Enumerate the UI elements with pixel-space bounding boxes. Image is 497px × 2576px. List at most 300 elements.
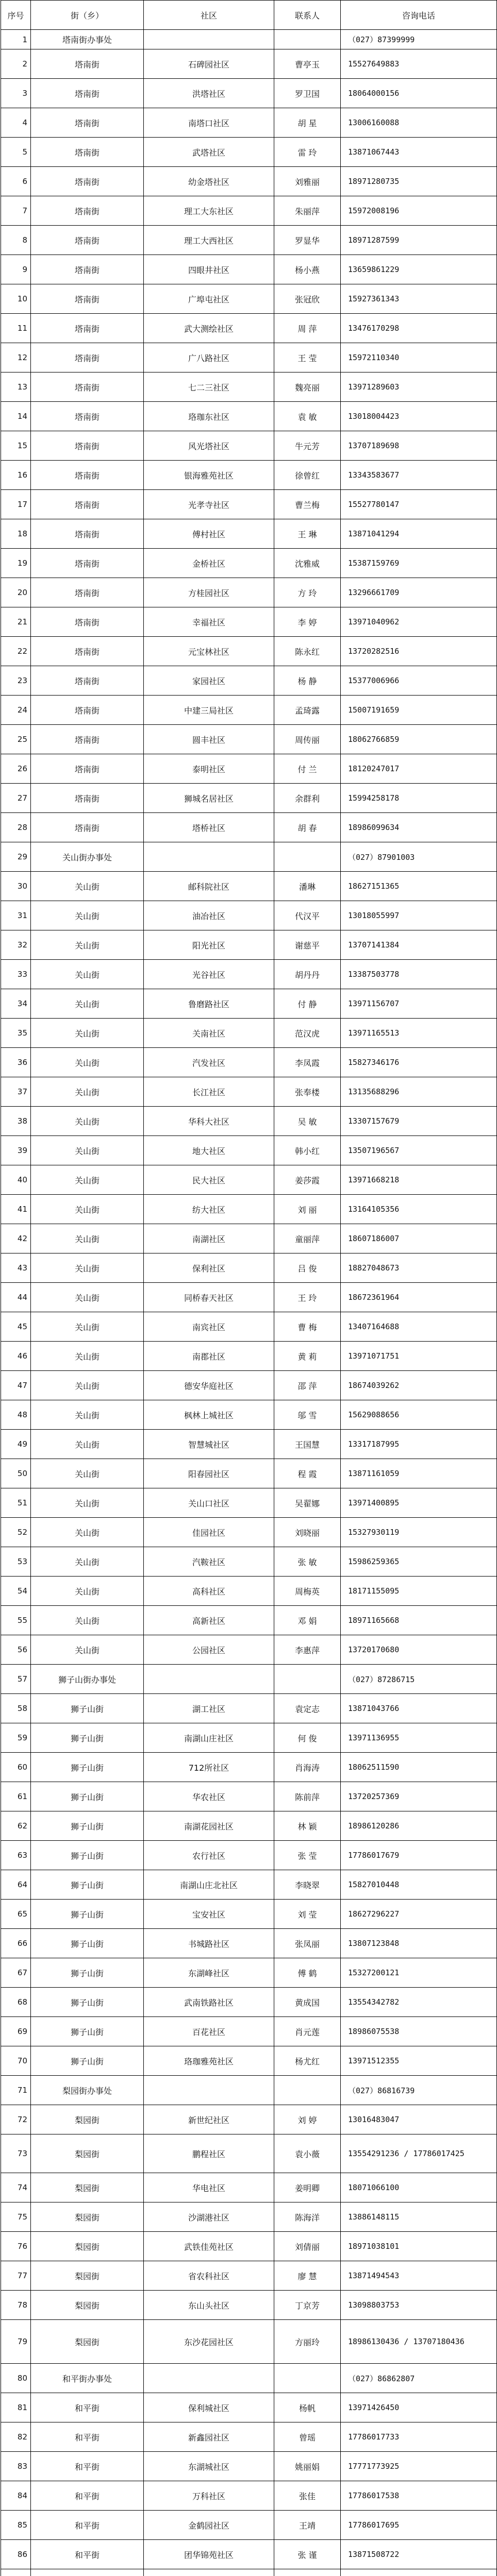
table-row [1, 1253, 497, 1283]
phone-number: （027）87399999 [341, 30, 497, 49]
contact-person: 刘晓丽 [274, 1518, 341, 1547]
phone-number: 13317187995 [341, 1430, 497, 1459]
row-number: 21 [1, 607, 31, 637]
table-row [1, 2393, 497, 2422]
community-name: 汽鞍社区 [144, 1547, 274, 1577]
phone-number: 13707141384 [341, 930, 497, 960]
community-name: 万科社区 [144, 2481, 274, 2511]
contact-person: 傅 鹤 [274, 1958, 341, 1988]
table-row [1, 989, 497, 1019]
table-row [1, 1988, 497, 2017]
table-row [1, 30, 497, 49]
contact-person: 沈雅威 [274, 549, 341, 578]
phone-number: 13720257369 [341, 1782, 497, 1811]
row-number: 44 [1, 1283, 31, 1312]
community-name: 沙湖港社区 [144, 2202, 274, 2232]
table-row [1, 1165, 497, 1195]
phone-number: 13016483047 [341, 2105, 497, 2134]
contact-person: 吴 敏 [274, 1107, 341, 1136]
street-name: 关山街 [31, 1606, 144, 1635]
contact-person: 胡 春 [274, 813, 341, 842]
phone-number [341, 2569, 497, 2576]
contact-person: 袁 敏 [274, 402, 341, 431]
contact-person: 曹兰梅 [274, 490, 341, 519]
table-row [1, 167, 497, 196]
phone-number: 13018055997 [341, 901, 497, 930]
table-row [1, 196, 497, 226]
row-number: 64 [1, 1870, 31, 1900]
table-row [1, 1694, 497, 1723]
row-number: 45 [1, 1312, 31, 1342]
row-number: 80 [1, 2364, 31, 2393]
contact-person: 刘 婷 [274, 2105, 341, 2134]
header-contact: 联系人 [274, 1, 341, 30]
street-name: 塔南街 [31, 284, 144, 314]
contact-person: 雷 玲 [274, 138, 341, 167]
phone-number: 13971289603 [341, 372, 497, 402]
contact-person: 黄成国 [274, 1988, 341, 2017]
community-name: 南湖社区 [144, 1224, 274, 1253]
community-name: 四眼井社区 [144, 255, 274, 284]
table-row [1, 813, 497, 842]
row-number: 51 [1, 1488, 31, 1518]
contact-person [274, 2364, 341, 2393]
street-name: 塔南街 [31, 754, 144, 784]
row-number: 13 [1, 372, 31, 402]
row-number: 18 [1, 519, 31, 549]
community-name [144, 2076, 274, 2105]
contact-person: 李惠萍 [274, 1635, 341, 1665]
phone-number: 13554291236 / 17786017425 [341, 2134, 497, 2173]
street-name: 塔南街 [31, 49, 144, 79]
street-name: 塔南街 [31, 79, 144, 108]
table-row [1, 842, 497, 872]
community-name: 圆丰社区 [144, 725, 274, 754]
contact-person: 李晓翠 [274, 1870, 341, 1900]
phone-number: 13164105356 [341, 1195, 497, 1224]
phone-number: 18120247017 [341, 754, 497, 784]
table-row [1, 1019, 497, 1048]
phone-number: 18971165668 [341, 1606, 497, 1635]
row-number: 29 [1, 842, 31, 872]
table-row [1, 1606, 497, 1635]
street-name: 关山街 [31, 1371, 144, 1400]
street-name: 梨园街 [31, 2173, 144, 2202]
table-row [1, 1929, 497, 1958]
street-name: 关山街 [31, 1253, 144, 1283]
row-number: 4 [1, 108, 31, 138]
row-number: 73 [1, 2134, 31, 2173]
street-name: 和平街办事处 [31, 2364, 144, 2393]
community-name: 东湖峰社区 [144, 1958, 274, 1988]
phone-number: （027）86862807 [341, 2364, 497, 2393]
community-name: 新鑫园社区 [144, 2422, 274, 2452]
phone-number: 13098803753 [341, 2291, 497, 2320]
contact-person [274, 2569, 341, 2576]
phone-number: 13018004423 [341, 402, 497, 431]
contact-person: 杨尤红 [274, 2046, 341, 2076]
community-name: 广八路社区 [144, 343, 274, 372]
contact-person: 王国慧 [274, 1430, 341, 1459]
contact-person: 刘 丽 [274, 1195, 341, 1224]
street-name: 关山街 [31, 1518, 144, 1547]
row-number: 66 [1, 1929, 31, 1958]
community-name: 枫林上城社区 [144, 1400, 274, 1430]
contact-person: 邓 娟 [274, 1606, 341, 1635]
contact-person: 胡丹丹 [274, 960, 341, 989]
row-number: 52 [1, 1518, 31, 1547]
community-name: 南宾社区 [144, 1312, 274, 1342]
community-name: 鲁磨路社区 [144, 989, 274, 1019]
phone-number: 13871494543 [341, 2261, 497, 2291]
contact-person: 吴翟娜 [274, 1488, 341, 1518]
community-name: 中建三局社区 [144, 696, 274, 725]
table-row [1, 226, 497, 255]
street-name: 塔南街 [31, 196, 144, 226]
phone-number: 13707189698 [341, 431, 497, 461]
row-number: 16 [1, 461, 31, 490]
row-number: 77 [1, 2261, 31, 2291]
contact-person: 姚丽娟 [274, 2452, 341, 2481]
phone-number: 18971287599 [341, 226, 497, 255]
row-number: 8 [1, 226, 31, 255]
street-name: 塔南街 [31, 784, 144, 813]
community-name: 省农科社区 [144, 2261, 274, 2291]
row-number: 38 [1, 1107, 31, 1136]
community-name: 新世纪社区 [144, 2105, 274, 2134]
table-row [1, 431, 497, 461]
community-name: 东沙花园社区 [144, 2320, 274, 2364]
table-row [1, 1958, 497, 1988]
contact-table [1, 0, 497, 2576]
table-row [1, 960, 497, 989]
row-number: 1 [1, 30, 31, 49]
phone-number: 18672361964 [341, 1283, 497, 1312]
community-name: 鹏程社区 [144, 2134, 274, 2173]
row-number: 48 [1, 1400, 31, 1430]
phone-number: 13554342782 [341, 1988, 497, 2017]
street-name: 狮子山街 [31, 1811, 144, 1841]
table-row [1, 1136, 497, 1165]
phone-number: 13296661709 [341, 578, 497, 607]
street-name: 狮子山街 [31, 1870, 144, 1900]
table-row [1, 284, 497, 314]
contact-person: 杨 静 [274, 666, 341, 696]
street-name: 狮子山街 [31, 1929, 144, 1958]
contact-person: 袁定志 [274, 1694, 341, 1723]
street-name: 梨园街办事处 [31, 2076, 144, 2105]
community-name [144, 1665, 274, 1694]
contact-person: 张佳 [274, 2481, 341, 2511]
row-number: 50 [1, 1459, 31, 1488]
phone-number: 13971426450 [341, 2393, 497, 2422]
table-row [1, 1900, 497, 1929]
phone-number: 18986099634 [341, 813, 497, 842]
header-phone: 咨询电话 [341, 1, 497, 30]
community-name: 高科社区 [144, 1577, 274, 1606]
phone-number: 13971156707 [341, 989, 497, 1019]
community-name: 南湖山庄社区 [144, 1723, 274, 1753]
contact-person: 韩小红 [274, 1136, 341, 1165]
table-row [1, 1547, 497, 1577]
street-name: 狮子山街 [31, 1900, 144, 1929]
street-name: 塔南街 [31, 549, 144, 578]
community-name: 关山口社区 [144, 1488, 274, 1518]
row-number: 22 [1, 637, 31, 666]
contact-person [274, 2076, 341, 2105]
contact-person: 刘倩丽 [274, 2232, 341, 2261]
row-number: 26 [1, 754, 31, 784]
contact-person: 程 霞 [274, 1459, 341, 1488]
contact-person: 王 玲 [274, 1283, 341, 1312]
community-name: 南湖山庄北社区 [144, 1870, 274, 1900]
row-number: 58 [1, 1694, 31, 1723]
street-name: 梨园街 [31, 2134, 144, 2173]
row-number: 65 [1, 1900, 31, 1929]
phone-number: 13886148115 [341, 2202, 497, 2232]
row-number: 53 [1, 1547, 31, 1577]
contact-person: 王 莹 [274, 343, 341, 372]
row-number: 10 [1, 284, 31, 314]
table-row [1, 754, 497, 784]
street-name: 关山街 [31, 1430, 144, 1459]
phone-number: 13971512355 [341, 2046, 497, 2076]
community-name: 光谷社区 [144, 960, 274, 989]
contact-person: 付 静 [274, 989, 341, 1019]
contact-person: 胡 星 [274, 108, 341, 138]
phone-number: 18627151365 [341, 872, 497, 901]
street-name: 塔南街 [31, 578, 144, 607]
street-name: 关山街 [31, 1019, 144, 1048]
phone-number: 18674039262 [341, 1371, 497, 1400]
row-number: 74 [1, 2173, 31, 2202]
phone-number: 15527649883 [341, 49, 497, 79]
community-name: 湖工社区 [144, 1694, 274, 1723]
table-row [1, 607, 497, 637]
contact-person: 张冠欣 [274, 284, 341, 314]
table-row [1, 1665, 497, 1694]
phone-number: 18064000156 [341, 79, 497, 108]
row-number: 47 [1, 1371, 31, 1400]
row-number: 14 [1, 402, 31, 431]
community-name: 七二三社区 [144, 372, 274, 402]
street-name: 塔南街 [31, 402, 144, 431]
contact-person: 陈永红 [274, 637, 341, 666]
contact-person: 刘雅丽 [274, 167, 341, 196]
phone-number: 13720170680 [341, 1635, 497, 1665]
community-name [144, 2569, 274, 2576]
table-row [1, 490, 497, 519]
table-row [1, 2320, 497, 2364]
row-number: 31 [1, 901, 31, 930]
street-name: 和平街 [31, 2393, 144, 2422]
contact-person: 陈前萍 [274, 1782, 341, 1811]
row-number: 86 [1, 2540, 31, 2569]
row-number: 56 [1, 1635, 31, 1665]
community-name: 金桥社区 [144, 549, 274, 578]
community-name: 纺大社区 [144, 1195, 274, 1224]
table-row [1, 1459, 497, 1488]
table-row [1, 637, 497, 666]
phone-number: 15986259365 [341, 1547, 497, 1577]
phone-number: 15827010448 [341, 1870, 497, 1900]
row-number: 61 [1, 1782, 31, 1811]
community-name: 华电社区 [144, 2173, 274, 2202]
phone-number: 18607186007 [341, 1224, 497, 1253]
table-body [1, 30, 497, 2576]
table-row [1, 2202, 497, 2232]
row-number: 71 [1, 2076, 31, 2105]
community-name: 珞珈雅苑社区 [144, 2046, 274, 2076]
community-name: 农行社区 [144, 1841, 274, 1870]
row-number: 43 [1, 1253, 31, 1283]
table-row [1, 1488, 497, 1518]
community-name: 阳光社区 [144, 930, 274, 960]
community-name: 武南铁路社区 [144, 1988, 274, 2017]
street-name: 关山街 [31, 1195, 144, 1224]
row-number: 84 [1, 2481, 31, 2511]
phone-number: 15387159769 [341, 549, 497, 578]
row-number: 15 [1, 431, 31, 461]
table-row [1, 1048, 497, 1077]
phone-number: 17786017733 [341, 2422, 497, 2452]
street-name: 狮子山街 [31, 1723, 144, 1753]
table-row [1, 666, 497, 696]
community-name: 家园社区 [144, 666, 274, 696]
row-number: 25 [1, 725, 31, 754]
community-name: 公园社区 [144, 1635, 274, 1665]
street-name: 和平街 [31, 2511, 144, 2540]
row-number: 33 [1, 960, 31, 989]
community-name: 武塔社区 [144, 138, 274, 167]
table-row [1, 1870, 497, 1900]
contact-person: 罗卫国 [274, 79, 341, 108]
table-row [1, 549, 497, 578]
row-number: 62 [1, 1811, 31, 1841]
header-no: 序号 [1, 1, 31, 30]
contact-person: 罗显华 [274, 226, 341, 255]
table-row [1, 1195, 497, 1224]
row-number: 83 [1, 2452, 31, 2481]
phone-number: 13871161059 [341, 1459, 497, 1488]
row-number: 17 [1, 490, 31, 519]
row-number: 2 [1, 49, 31, 79]
phone-number: 13871508722 [341, 2540, 497, 2569]
community-name: 宝安社区 [144, 1900, 274, 1929]
community-name: 团华锦苑社区 [144, 2540, 274, 2569]
community-name: 石碑园社区 [144, 49, 274, 79]
phone-number: 18827048673 [341, 1253, 497, 1283]
phone-number: 13971136955 [341, 1723, 497, 1753]
header-community: 社区 [144, 1, 274, 30]
street-name: 关山街 [31, 1107, 144, 1136]
row-number: 41 [1, 1195, 31, 1224]
phone-number: 17786017679 [341, 1841, 497, 1870]
row-number: 42 [1, 1224, 31, 1253]
street-name: 狮子山街 [31, 1988, 144, 2017]
table-row [1, 2452, 497, 2481]
table-row [1, 1782, 497, 1811]
row-number: 7 [1, 196, 31, 226]
table-row [1, 1312, 497, 1342]
phone-number: 13387503778 [341, 960, 497, 989]
phone-number: 13971400895 [341, 1488, 497, 1518]
community-name: 理工大东社区 [144, 196, 274, 226]
contact-person: 姜莎霞 [274, 1165, 341, 1195]
row-number: 70 [1, 2046, 31, 2076]
row-number: 9 [1, 255, 31, 284]
phone-number: 13971071751 [341, 1342, 497, 1371]
street-name: 塔南街 [31, 666, 144, 696]
row-number [1, 2569, 31, 2576]
row-number: 59 [1, 1723, 31, 1753]
street-name: 关山街 [31, 1165, 144, 1195]
table-row [1, 2076, 497, 2105]
street-name: 塔南街 [31, 314, 144, 343]
street-name: 梨园街 [31, 2202, 144, 2232]
street-name: 塔南街 [31, 725, 144, 754]
phone-number: 15629088656 [341, 1400, 497, 1430]
street-name: 塔南街 [31, 138, 144, 167]
community-name: 保利社区 [144, 1253, 274, 1283]
community-name: 佳园社区 [144, 1518, 274, 1547]
community-name [144, 842, 274, 872]
table-row [1, 901, 497, 930]
community-name: 南湖花园社区 [144, 1811, 274, 1841]
table-row [1, 402, 497, 431]
table-row [1, 2540, 497, 2569]
contact-person: 童丽萍 [274, 1224, 341, 1253]
phone-number: 18062766859 [341, 725, 497, 754]
contact-person: 周传丽 [274, 725, 341, 754]
community-name: 珞珈东社区 [144, 402, 274, 431]
phone-number: 13871067443 [341, 138, 497, 167]
street-name: 关山街 [31, 901, 144, 930]
phone-number: 13971668218 [341, 1165, 497, 1195]
street-name: 关山街 [31, 1048, 144, 1077]
contact-person: 何 俊 [274, 1723, 341, 1753]
contact-person: 孟琦露 [274, 696, 341, 725]
community-name: 东湖城社区 [144, 2452, 274, 2481]
street-name: 关山街 [31, 1459, 144, 1488]
table-row [1, 461, 497, 490]
street-name: 和平街 [31, 2540, 144, 2569]
street-name: 梨园街 [31, 2232, 144, 2261]
table-row [1, 1400, 497, 1430]
table-row [1, 1635, 497, 1665]
phone-number: 13971165513 [341, 1019, 497, 1048]
table-row [1, 138, 497, 167]
row-number: 34 [1, 989, 31, 1019]
phone-number: 17786017538 [341, 2481, 497, 2511]
phone-number: （027）87901003 [341, 842, 497, 872]
community-name: 邮科院社区 [144, 872, 274, 901]
phone-number: 17786017695 [341, 2511, 497, 2540]
contact-person: 王靖 [274, 2511, 341, 2540]
community-name [144, 2364, 274, 2393]
contact-person: 丁京芳 [274, 2291, 341, 2320]
row-number: 55 [1, 1606, 31, 1635]
row-number: 60 [1, 1753, 31, 1782]
row-number: 19 [1, 549, 31, 578]
phone-number: 13720282516 [341, 637, 497, 666]
community-name: 幸福社区 [144, 607, 274, 637]
phone-number: 15327930119 [341, 1518, 497, 1547]
row-number: 68 [1, 1988, 31, 2017]
community-name: 智慧城社区 [144, 1430, 274, 1459]
contact-person: 张 敏 [274, 1547, 341, 1577]
contact-person: 王 琳 [274, 519, 341, 549]
